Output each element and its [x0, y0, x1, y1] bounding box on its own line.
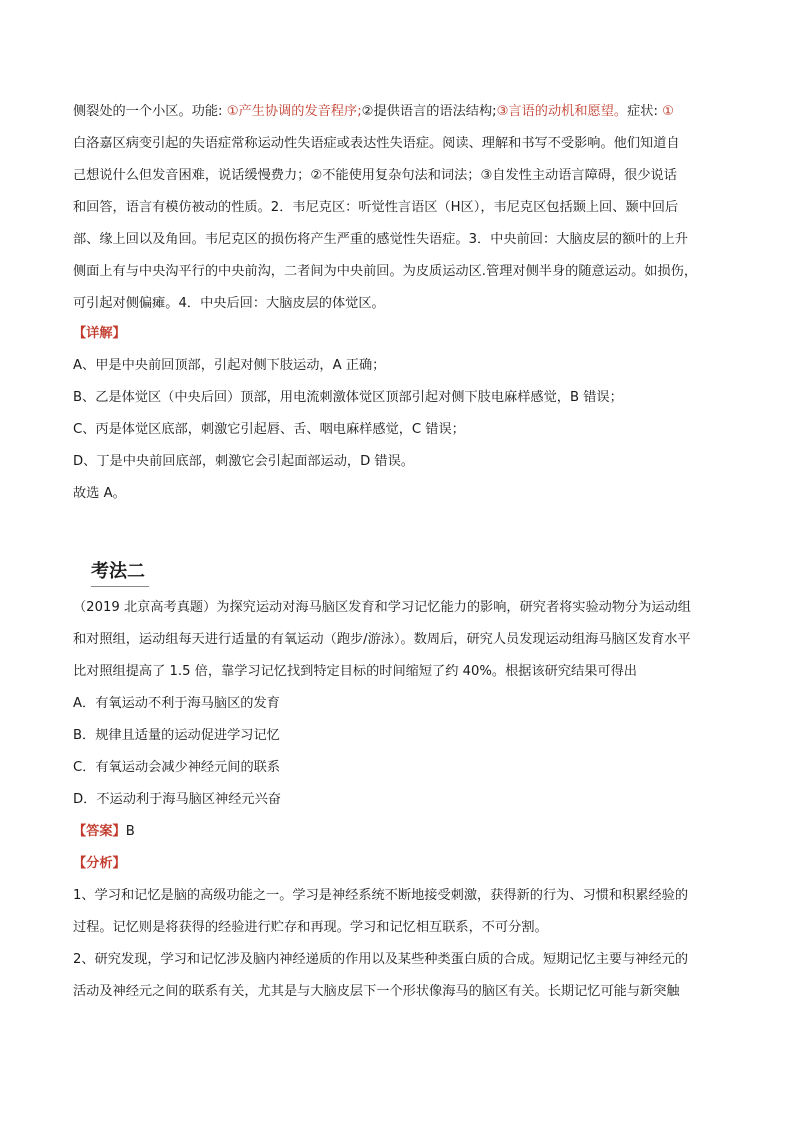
- detail-line-d: D、丁是中央前回底部，刺激它会引起面部运动，D 错误。: [73, 454, 414, 469]
- detail-line-a: A、甲是中央前回顶部，引起对侧下肢运动，A 正确；: [73, 358, 386, 373]
- detail-line-b: B、乙是体觉区（中央后回）顶部，用电流刺激体觉区顶部引起对侧下肢电麻样感觉，B 错误；: [73, 390, 623, 405]
- explanation-paragraph: [73, 96, 723, 320]
- heading-underline: [91, 586, 149, 587]
- question-block: [73, 592, 723, 1008]
- detail-line-c: C、丙是体觉区底部，刺激它引起唇、舌、咽电麻样感觉，C 错误；: [73, 422, 465, 437]
- option-d: D．不运动利于海马脑区神经元兴奋: [73, 792, 281, 807]
- explanation-line-4: 和回答，语言有模仿被动的性质。2．韦尼克区：听觉性言语区（H区），韦尼克区包括颞上回、颞中回后: [73, 200, 679, 215]
- question-line-1: （2019 北京高考真题）为探究运动对海马脑区发育和学习记忆能力的影响，研究者将实验动物分为运动组: [73, 600, 691, 615]
- explanation-line-5: 部、缘上回以及角回。韦尼克区的损伤将产生严重的感觉性失语症。3．中央前回：大脑皮层的额叶的上升: [73, 232, 689, 247]
- highlight-run: ①产生协调的发音程序;: [226, 104, 362, 119]
- answer-line: [73, 816, 723, 848]
- section-heading: 考法二: [91, 561, 145, 582]
- detail-label: 【详解】: [73, 326, 126, 341]
- analysis-line-3: 2、研究发现，学习和记忆涉及脑内神经递质的作用以及某些种类蛋白质的合成。短期记忆主要与神经元的: [73, 952, 689, 967]
- explanation-line-1: [73, 96, 723, 128]
- highlight-run: ③言语的动机和愿望。: [496, 104, 628, 119]
- explanation-line-6: 侧面上有与中央沟平行的中央前沟，二者间为中央前回。为皮质运动区.管理对侧半身的随意运动。如损伤，: [73, 264, 698, 279]
- text-run: 症状:: [627, 104, 663, 119]
- explanation-line-2: 白洛嘉区病变引起的失语症常称运动性失语症或表达性失语症。阅读、理解和书写不受影响。他们知道自: [73, 136, 680, 151]
- detail-section: [73, 318, 723, 510]
- analysis-line-4: 活动及神经元之间的联系有关，尤其是与大脑皮层下一个形状像海马的脑区有关。长期记忆可能与新突触: [73, 984, 680, 999]
- analysis-label: 【分析】: [73, 856, 126, 871]
- detail-conclusion: 故选 A。: [73, 486, 126, 501]
- option-c: C．有氧运动会减少神经元间的联系: [73, 760, 281, 775]
- analysis-line-1: 1、学习和记忆是脑的高级功能之一。学习是神经系统不断地接受刺激，获得新的行为、习惯和积累经验的: [73, 888, 689, 903]
- analysis-line-2: 过程。记忆则是将获得的经验进行贮存和再现。学习和记忆相互联系，不可分割。: [73, 920, 548, 935]
- option-a: A．有氧运动不利于海马脑区的发育: [73, 696, 280, 711]
- explanation-line-3: 己想说什么但发音困难，说话缓慢费力；②不能使用复杂句法和词法；③自发性主动语言障碍，很少说话: [73, 168, 677, 183]
- highlight-run: ①: [662, 104, 674, 119]
- text-run: 侧裂处的一个小区。功能:: [73, 104, 227, 119]
- question-line-2: 和对照组，运动组每天进行适量的有氧运动（跑步/游泳）。数周后，研究人员发现运动组海马脑区发育水平: [73, 632, 691, 647]
- explanation-line-7: 可引起对侧偏瘫。4．中央后回：大脑皮层的体觉区。: [73, 296, 385, 311]
- question-line-3: 比对照组提高了 1.5 倍，靠学习记忆找到特定目标的时间缩短了约 40%。根据该研究结果可得出: [73, 664, 637, 679]
- answer-label: 【答案】: [73, 824, 126, 839]
- text-run: ②提供语言的语法结构;: [361, 104, 497, 119]
- answer-value: B: [125, 824, 135, 839]
- option-b: B．规律且适量的运动促进学习记忆: [73, 728, 280, 743]
